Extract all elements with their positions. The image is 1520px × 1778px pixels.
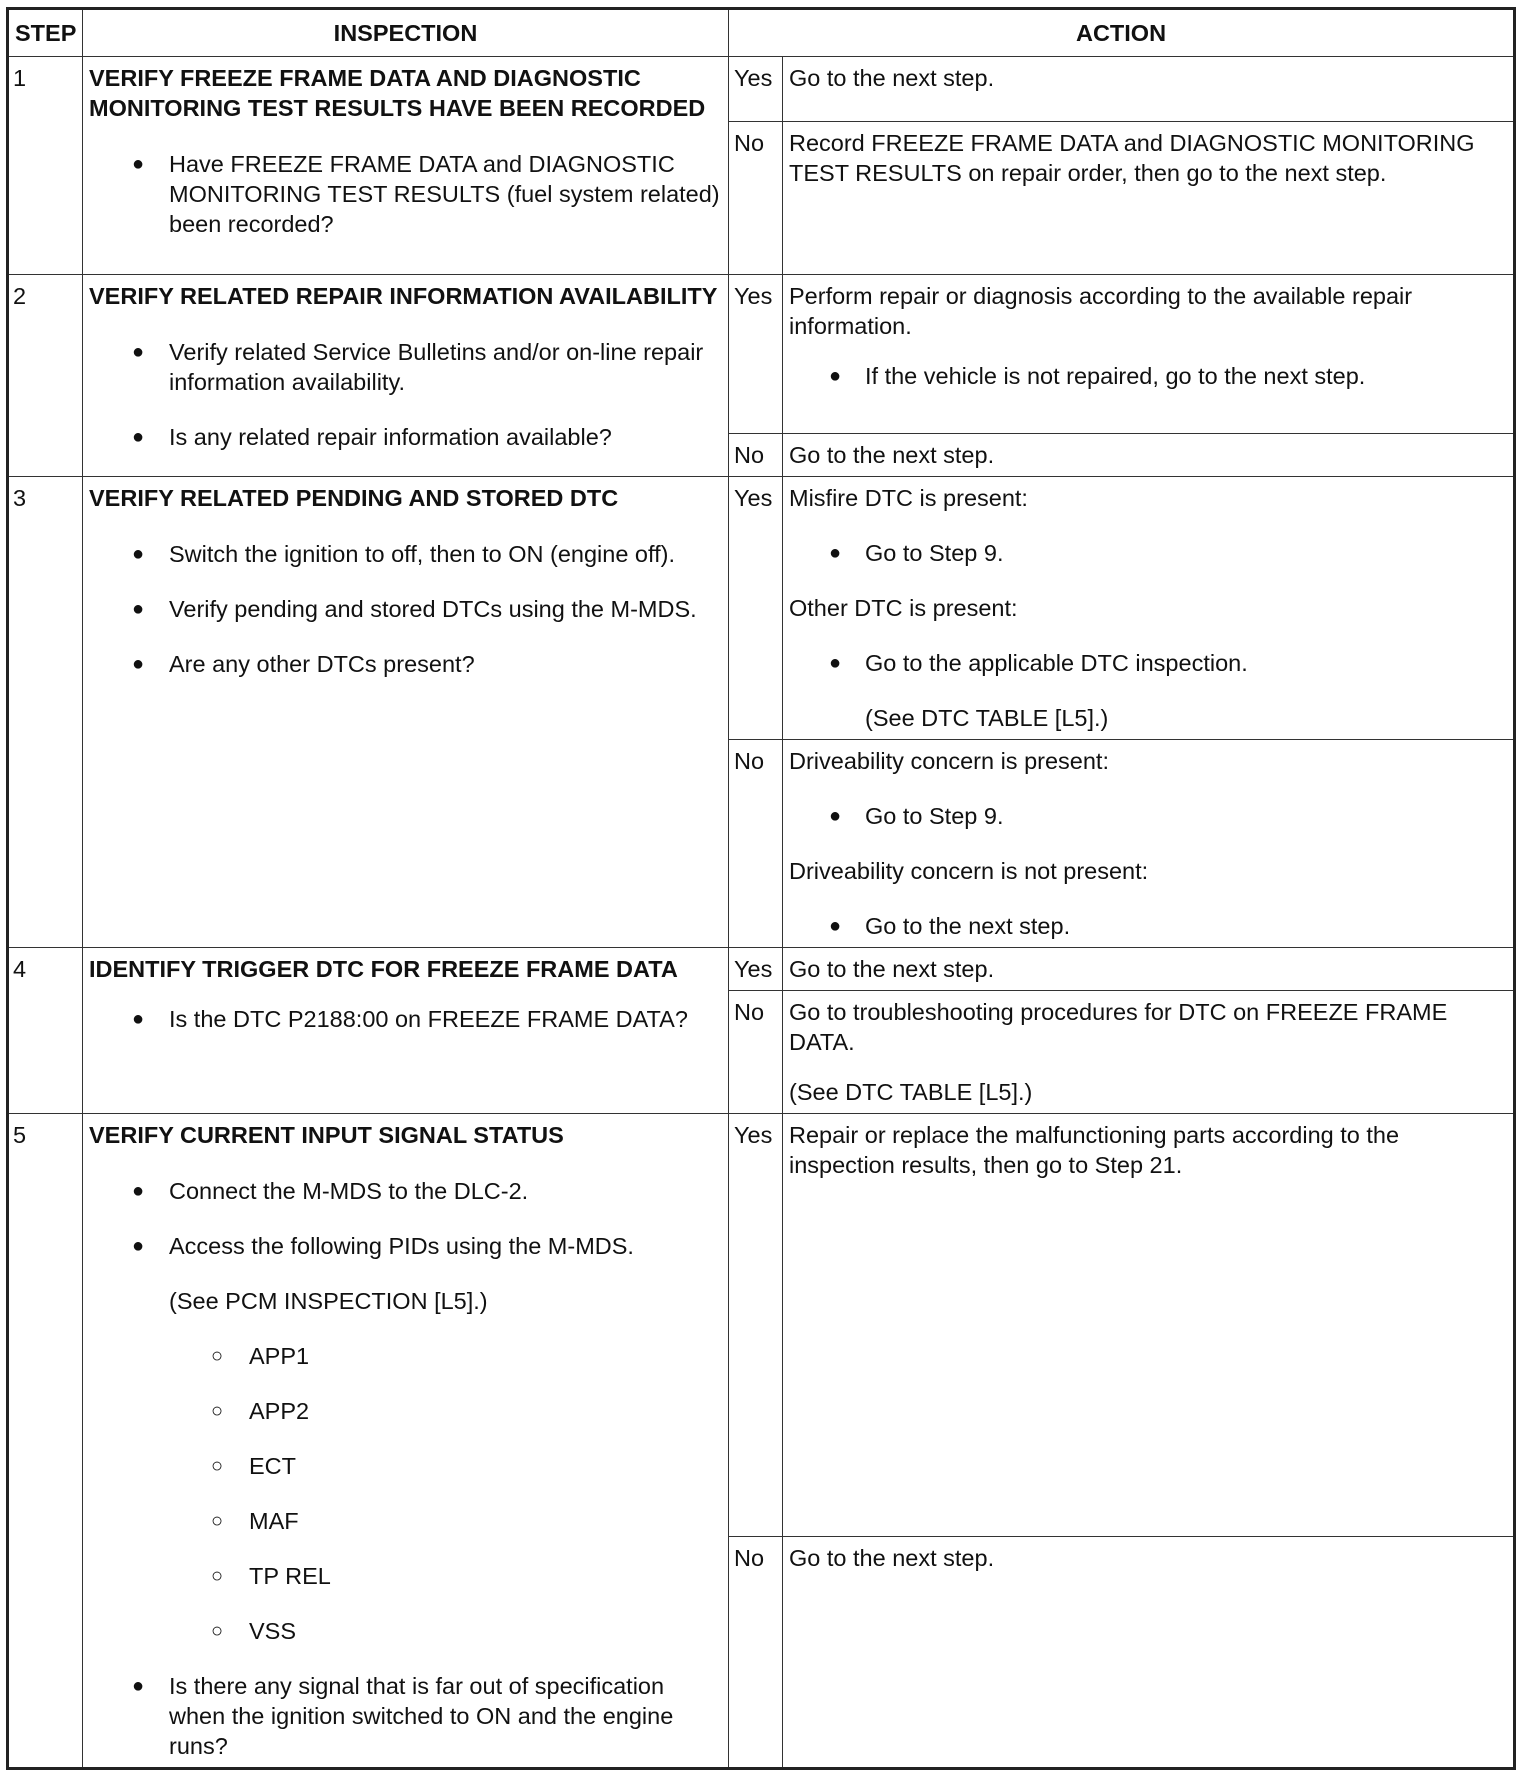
step-number: 3 bbox=[8, 477, 83, 948]
yes-action bbox=[783, 477, 1515, 740]
step-title: VERIFY RELATED REPAIR INFORMATION AVAILABILITY bbox=[89, 283, 718, 309]
yes-label: Yes bbox=[729, 948, 783, 991]
yes-action bbox=[783, 948, 1515, 991]
pid-item: ○ TP REL bbox=[89, 1561, 722, 1591]
header-action: ACTION bbox=[729, 9, 1515, 57]
inspection-bullet: ● Connect the M-MDS to the DLC-2. bbox=[89, 1176, 722, 1206]
step-number: 5 bbox=[8, 1114, 83, 1769]
action-text: Driveability concern is not present: bbox=[789, 858, 1149, 884]
inspection-bullet: ● Are any other DTCs present? bbox=[89, 649, 722, 679]
action-text: Go to the next step. bbox=[789, 65, 995, 91]
inspection-bullet: ● Is there any signal that is far out of specification when the ignition switched to ON and the engine runs? bbox=[89, 1671, 722, 1761]
action-text: Go to the next step. bbox=[789, 1545, 995, 1571]
no-label: No bbox=[729, 740, 783, 948]
action-bullet: ● If the vehicle is not repaired, go to the next step. bbox=[789, 361, 1507, 391]
yes-label: Yes bbox=[729, 275, 783, 434]
see-reference: (See DTC TABLE [L5].) bbox=[789, 1079, 1033, 1105]
step-title: VERIFY FREEZE FRAME DATA AND DIAGNOSTIC MONITORING TEST RESULTS HAVE BEEN RECORDED bbox=[89, 65, 706, 121]
action-bullet: ● Go to Step 9. bbox=[789, 538, 1507, 568]
header-inspection: INSPECTION bbox=[83, 9, 729, 57]
pid-item: ○ ECT bbox=[89, 1451, 722, 1481]
yes-action bbox=[783, 275, 1515, 434]
inspection-bullet: ● Have FREEZE FRAME DATA and DIAGNOSTIC MONITORING TEST RESULTS (fuel system related) been recorded? bbox=[89, 149, 722, 239]
action-text: Perform repair or diagnosis according to the available repair information. bbox=[789, 283, 1413, 339]
inspection-bullet: ● Access the following PIDs using the M-MDS. bbox=[89, 1231, 722, 1261]
action-text: Record FREEZE FRAME DATA and DIAGNOSTIC MONITORING TEST RESULTS on repair order, then go to the next step. bbox=[789, 130, 1475, 186]
yes-label: Yes bbox=[729, 57, 783, 122]
pid-item: ○ MAF bbox=[89, 1506, 722, 1536]
action-bullet: ● Go to Step 9. bbox=[789, 801, 1507, 831]
no-action bbox=[783, 434, 1515, 477]
no-label: No bbox=[729, 1537, 783, 1769]
step-2-row-yes bbox=[8, 275, 1515, 434]
diagnostic-table bbox=[6, 7, 1516, 1770]
step-5-inspection bbox=[83, 1114, 729, 1769]
action-text: Misfire DTC is present: bbox=[789, 485, 1028, 511]
action-text: Go to the next step. bbox=[789, 442, 995, 468]
no-label: No bbox=[729, 434, 783, 477]
step-4-inspection bbox=[83, 948, 729, 1114]
see-reference: (See DTC TABLE [L5].) bbox=[865, 705, 1109, 731]
step-4-row-yes bbox=[8, 948, 1515, 991]
action-text: Go to the next step. bbox=[789, 956, 995, 982]
header-step: STEP bbox=[8, 9, 83, 57]
see-reference: (See PCM INSPECTION [L5].) bbox=[169, 1288, 488, 1314]
no-action bbox=[783, 122, 1515, 275]
yes-label: Yes bbox=[729, 1114, 783, 1537]
action-text: Go to troubleshooting procedures for DTC on FREEZE FRAME DATA. bbox=[789, 999, 1448, 1055]
inspection-bullet: ● Verify related Service Bulletins and/or on-line repair information availability. bbox=[89, 337, 722, 397]
step-3-inspection bbox=[83, 477, 729, 948]
step-title: VERIFY CURRENT INPUT SIGNAL STATUS bbox=[89, 1122, 564, 1148]
inspection-bullet: ● Verify pending and stored DTCs using the M-MDS. bbox=[89, 594, 722, 624]
header-row bbox=[8, 9, 1515, 57]
action-text: Repair or replace the malfunctioning parts according to the inspection results, then go to Step 21. bbox=[789, 1122, 1400, 1178]
step-3-row-yes bbox=[8, 477, 1515, 740]
yes-action bbox=[783, 57, 1515, 122]
step-title: VERIFY RELATED PENDING AND STORED DTC bbox=[89, 485, 619, 511]
inspection-bullet: ● Switch the ignition to off, then to ON (engine off). bbox=[89, 539, 722, 569]
step-5-row-yes bbox=[8, 1114, 1515, 1537]
no-action bbox=[783, 1537, 1515, 1769]
no-label: No bbox=[729, 122, 783, 275]
step-1-row-yes bbox=[8, 57, 1515, 122]
inspection-bullet: ● Is any related repair information available? bbox=[89, 422, 722, 452]
action-text: Driveability concern is present: bbox=[789, 748, 1109, 774]
inspection-bullet: ● Is the DTC P2188:00 on FREEZE FRAME DATA? bbox=[89, 1004, 722, 1034]
pid-item: ○ APP1 bbox=[89, 1341, 722, 1371]
step-number: 4 bbox=[8, 948, 83, 1114]
step-2-inspection bbox=[83, 275, 729, 477]
step-title: IDENTIFY TRIGGER DTC FOR FREEZE FRAME DATA bbox=[89, 956, 678, 982]
pid-item: ○ VSS bbox=[89, 1616, 722, 1646]
yes-action bbox=[783, 1114, 1515, 1537]
action-bullet: ● Go to the applicable DTC inspection. bbox=[789, 648, 1507, 678]
no-action bbox=[783, 991, 1515, 1114]
no-action bbox=[783, 740, 1515, 948]
step-1-inspection bbox=[83, 57, 729, 275]
yes-label: Yes bbox=[729, 477, 783, 740]
no-label: No bbox=[729, 991, 783, 1114]
step-number: 1 bbox=[8, 57, 83, 275]
action-text: Other DTC is present: bbox=[789, 595, 1018, 621]
action-bullet: ● Go to the next step. bbox=[789, 911, 1507, 941]
pid-item: ○ APP2 bbox=[89, 1396, 722, 1426]
step-number: 2 bbox=[8, 275, 83, 477]
